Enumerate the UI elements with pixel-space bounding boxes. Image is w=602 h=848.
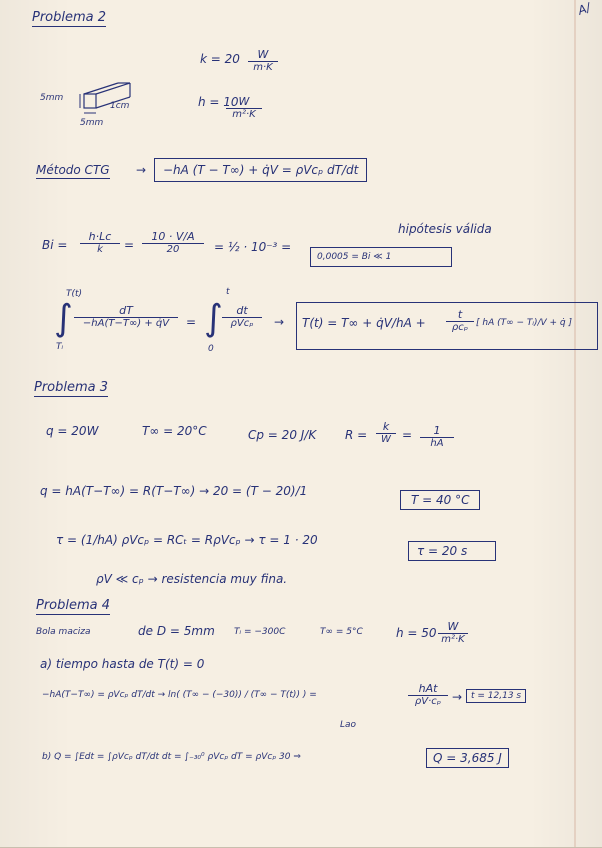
p3-note: ρV ≪ cₚ → resistencia muy fina. — [96, 572, 288, 586]
h-unit — [226, 95, 262, 120]
corner-mark: A/ — [575, 0, 593, 18]
p3-r-num2: 1 — [420, 424, 454, 438]
p4-h: h = 50 — [396, 626, 437, 640]
p3-r-frac — [376, 420, 396, 445]
int2-lower: 0 — [208, 344, 214, 354]
int1-frac — [74, 304, 178, 329]
int1-den: −hA(T−T∞) + q̇V — [82, 318, 170, 329]
p4-part-a-result: t = 12,13 s — [466, 689, 526, 703]
p3-tau-result: τ = 20 s — [408, 541, 496, 561]
p3-balance-line: q = hA(T−T∞) = R(T−T∞) → 20 = (T − 20)/1 — [40, 484, 308, 498]
int-eq: = — [186, 315, 197, 329]
p3-r-label: R = — [345, 428, 368, 442]
sol-arrow: → — [274, 315, 285, 329]
p4-h-unit-num: W — [438, 620, 468, 634]
dim-width: 5mm — [80, 118, 104, 128]
p3-q: q = 20W — [46, 424, 99, 438]
method-equation: −hA (T − T∞) + q̇V = ρVcₚ dT/dt — [154, 158, 367, 182]
int2-num: dt — [222, 304, 262, 318]
k-unit-num: W — [248, 48, 278, 62]
p4-part-b-eq: b) Q = ∫Edt = ∫ρVcₚ dT/dt dt = ∫₋₃₀⁰ ρVcₚ dT = ρVcₚ 30 ⇒ — [42, 752, 301, 762]
int1-lower: Tᵢ — [56, 342, 64, 352]
dim-height: 5mm — [40, 93, 64, 103]
method-arrow: → — [136, 163, 147, 177]
p4-part-a-under: Lao — [340, 720, 357, 730]
int1-upper: T(t) — [66, 289, 83, 299]
p4-bola: Bola maciza — [36, 627, 91, 637]
hypothesis-label: hipótesis válida — [398, 222, 492, 236]
biot-lhs: Bi = — [42, 238, 68, 252]
int1-num: dT — [74, 304, 178, 318]
p4-part-a-arrow: → — [452, 690, 463, 704]
biot-frac — [80, 230, 120, 255]
h-value: h = 10 — [198, 95, 239, 109]
p3-r-den: W — [381, 434, 391, 445]
method-label: Método CTG — [36, 163, 110, 177]
p4-h-unit-den: m²·K — [441, 634, 465, 645]
solution-frac-den: ρcₚ — [451, 322, 469, 333]
k-unit — [248, 48, 278, 73]
h-unit-num: W — [226, 95, 262, 109]
p4-part-b-result: Q = 3,685 J — [426, 748, 509, 768]
problem-4-title: Problema 4 — [36, 598, 111, 613]
p4-part-a-label: a) tiempo hasta de T(t) = 0 — [40, 657, 205, 671]
k-value: k = 20 — [200, 52, 240, 66]
p4-diam: de D = 5mm — [138, 624, 215, 638]
p3-t-result: T = 40 °C — [400, 490, 480, 510]
problem-2-title: Problema 2 — [32, 10, 107, 25]
p3-r-eq: = — [402, 428, 413, 442]
p3-cp: Cp = 20 J/K — [248, 428, 317, 442]
p4-part-a-eq: −hA(T−T∞) = ρVcₚ dT/dt → ln( (T∞ − (−30)) / (T∞ − T(t)) ) = — [42, 690, 317, 700]
biot-frac-den: k — [97, 244, 103, 255]
biot-mid-den: 20 — [166, 244, 180, 255]
p4-part-a-num: hAt — [408, 682, 448, 696]
int2-den: ρVcₚ — [230, 318, 254, 329]
problem-3-title: Problema 3 — [34, 380, 109, 395]
biot-eq1: = — [124, 238, 135, 252]
p4-ti: Tᵢ = −300C — [234, 627, 286, 637]
biot-result: 0,0005 = Bi ≪ 1 — [310, 247, 452, 267]
dim-length: 1cm — [110, 101, 130, 111]
biot-frac-num: h·Lc — [80, 230, 120, 244]
solution-frac-num: t — [446, 308, 474, 322]
p4-h-unit — [438, 620, 468, 645]
solution-prefix: T(t) = T∞ + q̇V/hA + — [302, 316, 426, 330]
solution-bracket: [ hA (T∞ − Tᵢ)/V + q̇ ] — [476, 318, 573, 328]
biot-mid-frac — [142, 230, 204, 255]
p3-tinf: T∞ = 20°C — [142, 424, 207, 438]
integral-1-icon: ∫ — [54, 298, 73, 339]
integral-2-icon: ∫ — [204, 298, 223, 339]
int2-frac — [222, 304, 262, 329]
p3-r-den2: hA — [430, 438, 444, 449]
p3-r-frac2 — [420, 424, 454, 449]
rod-sketch-icon — [78, 80, 168, 120]
int2-upper: t — [226, 287, 230, 297]
solution-frac — [446, 308, 474, 333]
p3-tau-line: τ = (1/hA) ρVcₚ = RCₜ = RρVcₚ → τ = 1 · 20 — [56, 533, 318, 547]
p4-part-a-den: ρV·cₚ — [414, 696, 442, 707]
k-unit-den: m·K — [253, 62, 273, 73]
p4-part-a-frac — [408, 682, 448, 707]
p4-tinf: T∞ = 5°C — [320, 627, 363, 637]
p3-r-num: k — [376, 420, 396, 434]
h-unit-den: m²·K — [232, 109, 256, 120]
biot-half: = ½ · 10⁻³ = — [214, 240, 292, 254]
biot-mid-num: 10 · V/A — [142, 230, 204, 244]
